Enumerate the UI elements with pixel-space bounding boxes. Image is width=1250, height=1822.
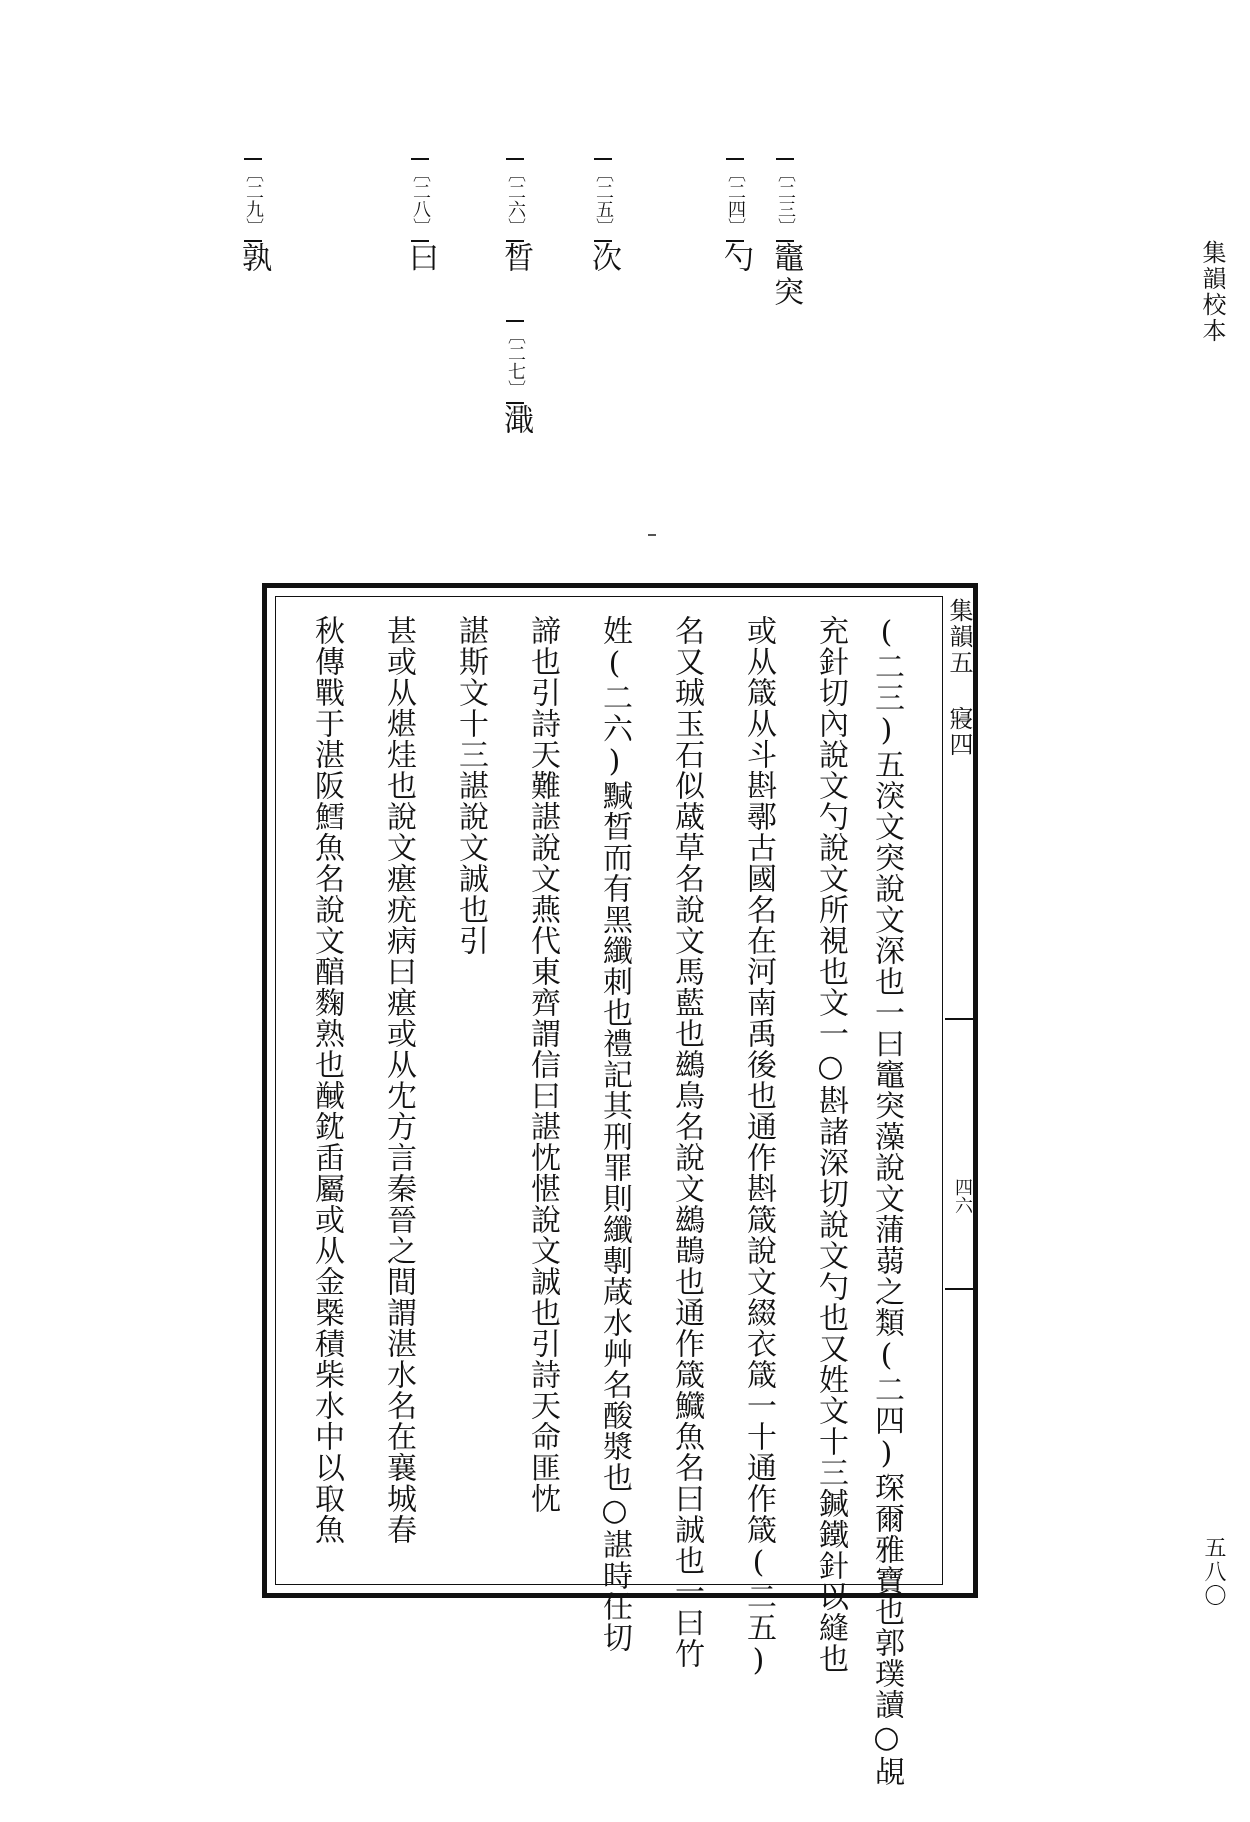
text-columns xyxy=(262,615,904,1787)
note-26: 〔二六〕晳 xyxy=(500,158,530,276)
woodblock-page xyxy=(262,583,978,1787)
margin-rule xyxy=(945,1288,973,1290)
margin-rule xyxy=(945,1018,973,1020)
stray-mark xyxy=(648,534,656,536)
text-column-2: 充針切內說文勺說文所視也文一○斟諸深切說文勺也又姓文十三鍼鐵針以縫也 xyxy=(813,615,848,1674)
text-column-9: 秋傳戰于湛阪鱈魚名說文醕麴熟也䤋鈂臿屬或从金㮣積柴水中以取魚 xyxy=(309,615,344,1545)
note-23: 〔二三〕竈突 xyxy=(770,158,800,310)
text-column-7: 諶斯文十三諶說文誠也引 xyxy=(453,615,488,956)
text-column-1: (二三)五湥文突說文深也一曰竈突藻說文蒲蒻之類(二四)琛爾雅寶也郭璞讀○覘 xyxy=(869,615,904,1787)
note-25: 〔二五〕次 xyxy=(588,158,618,276)
text-column-6: 諦也引詩天難諶說文燕代東齊謂信曰諶忱愖說文誠也引詩天命匪忱 xyxy=(525,615,560,1514)
margin-leaf-number: 四六 xyxy=(952,1178,973,1214)
margin-title: 集韻五 寢四 xyxy=(945,598,973,758)
text-column-4: 名又珹玉石似蒧草名說文馬藍也鷀鳥名說文鷀鵲也通作箴鱵魚名曰誠也一曰竹 xyxy=(669,615,704,1669)
text-frame xyxy=(275,596,943,1787)
note-24: 〔二四〕勺 xyxy=(720,158,750,276)
text-column-5: 姓(二六)黬晳而有黑纖刺也禮記其刑罪則纖剸葴水艸名酸漿也○諶時任切 xyxy=(597,615,632,1653)
block-center-margin xyxy=(945,588,973,1593)
note-27: 〔二七〕濈 xyxy=(500,320,530,438)
text-column-3: 或从箴从斗斟鄩古國名在河南禹後也通作斟箴說文綴衣箴一十通作箴(二五) xyxy=(741,615,776,1679)
note-29: 〔二九〕孰 xyxy=(238,158,268,276)
text-column-8: 甚或从煁烓也說文瘎疣病曰瘎或从冘方言秦晉之間謂湛水名在襄城春 xyxy=(381,615,416,1545)
page-number: 五八〇 xyxy=(1201,1536,1226,1608)
running-head: 集韻校本 xyxy=(1198,240,1226,344)
note-28: 〔二八〕曰 xyxy=(405,158,435,276)
